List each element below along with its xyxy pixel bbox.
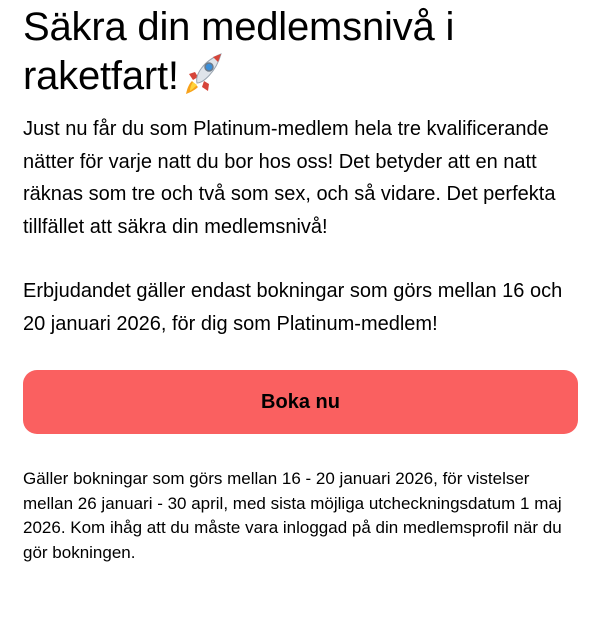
headline — [23, 0, 563, 100]
offer-paragraph: Erbjudandet gäller endast bokningar som görs mellan 16 och 20 januari 2026, för dig som Platinum-medlem! — [23, 280, 563, 335]
intro-paragraph: Just nu får du som Platinum-medlem hela tre kvalificerande nätter för varje natt du bor hos oss! Det betyder att en natt räknas som tre och två som sex, och så vidare. Det perfekta tillfället att säkra din medlemsnivå! — [23, 118, 556, 238]
rocket-icon — [185, 51, 225, 95]
terms-fine-print: Gäller bokningar som görs mellan 16 - 20 januari 2026, för vistelser mellan 26 januari - 30 april, med sista möjliga utcheckningsdatum 1 maj 2026. Kom ihåg att du måste vara inloggad på din medlemsprofil när du gör bokningen. — [23, 469, 562, 562]
headline-text: Säkra din medlemsnivå i raketfart! — [23, 5, 455, 98]
book-now-button[interactable]: Boka nu — [23, 370, 578, 434]
